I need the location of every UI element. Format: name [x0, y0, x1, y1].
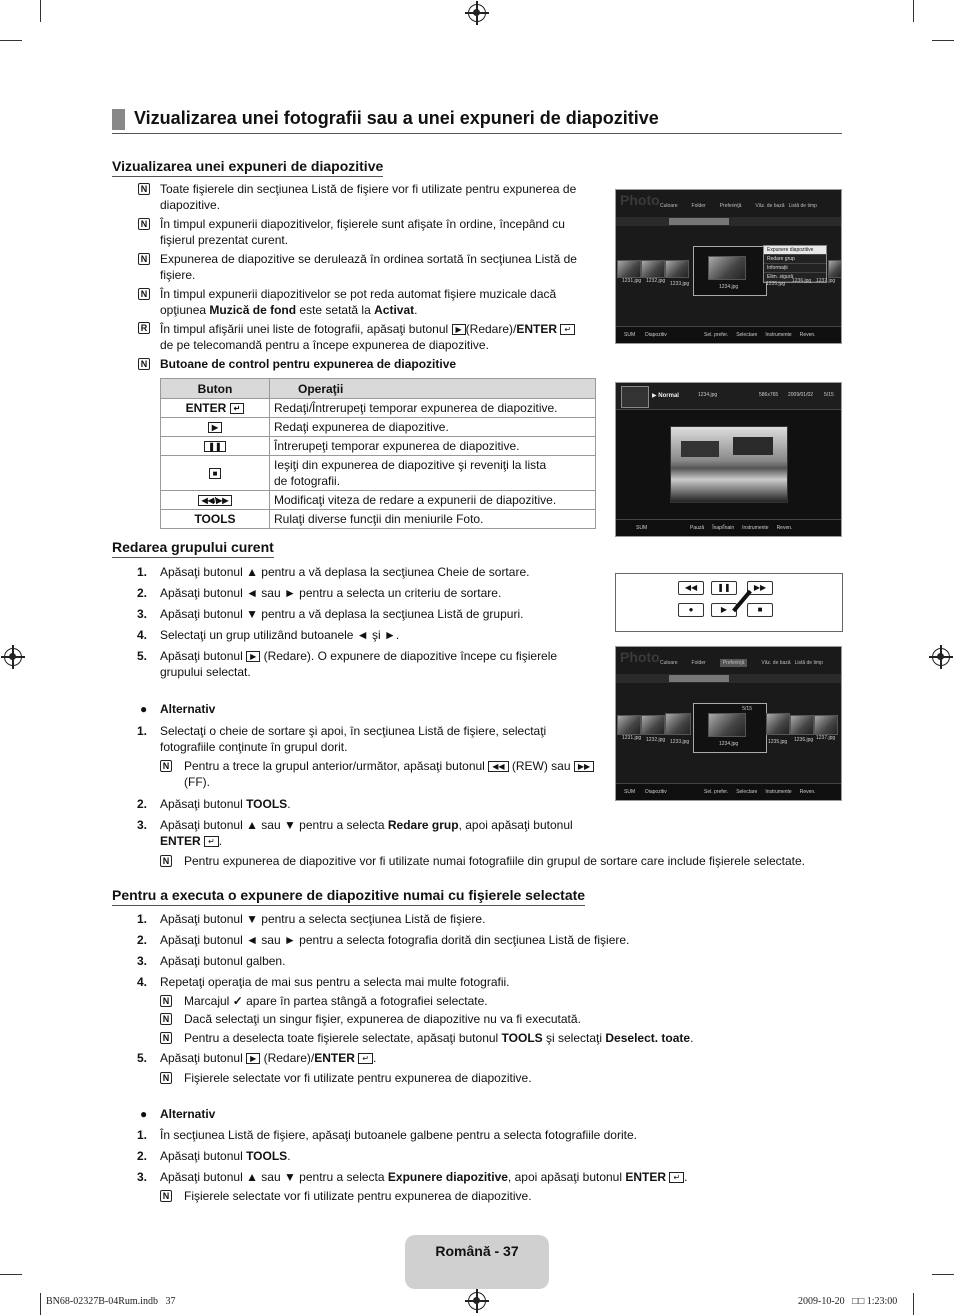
registration-mark-icon [468, 1292, 486, 1310]
note-text: Expunerea de diapozitive se derulează în ordinea sortată în secţiunea Listă de fişiere. [160, 252, 577, 282]
sort-tabs [660, 660, 840, 666]
note-icon: N [160, 1072, 172, 1084]
crop-mark [913, 0, 914, 22]
note-icon: N [160, 995, 172, 1007]
control-table [160, 378, 596, 529]
table-row [161, 491, 596, 510]
print-file-info: BN68-02327B-04Rum.indb 37 [46, 1296, 176, 1307]
selected-photo-frame [693, 703, 767, 753]
photo-thumbnail [814, 715, 838, 735]
rew-icon: ◀◀ [488, 761, 508, 772]
note-text: Fişierele selectate vor fi utilizate pentru expunerea de diapozitive. [184, 1071, 532, 1085]
step-number: 3. [137, 607, 148, 621]
step-number: 1. [137, 724, 148, 738]
photo-thumbnail [665, 713, 691, 735]
note-icon: N [138, 183, 150, 195]
note-text: În timpul expunerii diapozitivelor se pot reda automat fişiere muzicale dacă opţiunea Muzică de fond este setată la Activat. [160, 287, 557, 317]
registration-mark-icon [932, 648, 950, 666]
table-cell-button: TOOLS [161, 510, 270, 529]
play-icon: ▶ [246, 651, 260, 662]
file-label: 1231.jpg [622, 278, 642, 284]
table-row [161, 399, 596, 418]
ff-key-icon: ▶▶ [747, 581, 773, 595]
step-number: 4. [137, 975, 148, 989]
step-number: 2. [137, 933, 148, 947]
step-text: Apăsaţi butonul ◄ sau ► pentru a selecta un criteriu de sortare. [160, 586, 502, 600]
photo-thumbnail [617, 260, 641, 278]
note-icon: N [138, 218, 150, 230]
enter-icon: ↵ [204, 836, 219, 847]
table-cell-op: Redaţi/Întrerupeţi temporar expunerea de diapozitive. [270, 399, 596, 418]
photo-viewer-screenshot [615, 382, 842, 537]
table-cell-op: Ieşiţi din expunerea de diapozitive şi reveniţi la lista de fotografii. [270, 456, 596, 491]
note-text: Pentru a deselecta toate fişierele selectate, apăsaţi butonul TOOLS şi selectaţi Deselect. toate. [184, 1031, 694, 1045]
menu-item[interactable]: Expunere diapozitive [764, 246, 826, 255]
tab-color: Culoare [660, 660, 678, 666]
step-text: Apăsaţi butonul ▲ pentru a vă deplasa la secţiunea Cheie de sortare. [160, 565, 530, 579]
table-cell-button: ENTER ↵ [161, 399, 270, 418]
footer-left: SUM Diapozitiv [624, 332, 667, 338]
screen-footer [616, 326, 841, 343]
table-cell-button [161, 437, 270, 456]
tab-folder: Folder [691, 203, 706, 209]
viewer-header [616, 383, 841, 410]
note-text: În timpul expunerii diapozitivelor, fişierele sunt afişate în ordine, începând cu fişierul prezentat curent. [160, 217, 565, 247]
note-text: Butoane de control pentru expunerea de diapozitive [160, 357, 457, 371]
step-text: Apăsaţi butonul ◄ sau ► pentru a selecta fotografia dorită din secţiunea Listă de fişiere. [160, 933, 630, 947]
step-text: Repetaţi operaţia de mai sus pentru a selecta mai multe fotografii. [160, 975, 510, 989]
remote-note-icon: R [138, 322, 150, 334]
play-icon: ▶ [246, 1053, 260, 1064]
note-icon: N [160, 855, 172, 867]
view-date: 2009/01/02 [788, 392, 814, 398]
pause-key-icon: ❚❚ [711, 581, 737, 595]
note-icon: N [160, 1013, 172, 1025]
photo-list-screenshot [615, 646, 842, 801]
section-heading: Pentru a executa o expunere de diapozitive numai cu fişierele selectate [112, 887, 585, 906]
note-text: Fişierele selectate vor fi utilizate pentru expunerea de diapozitive. [184, 1189, 532, 1203]
pause-icon: ❚❚ [204, 441, 225, 452]
bullet-dot: ● [140, 1107, 148, 1121]
tab-basic: Văz. de bază [761, 660, 791, 666]
footer-left: SUM Diapozitiv [624, 789, 667, 795]
note-text: Pentru a trece la grupul anterior/următor, apăsaţi butonul ◀◀ (REW) sau ▶▶ (FF). [184, 758, 604, 790]
registration-mark-icon [4, 648, 22, 666]
step-number: 3. [137, 954, 148, 968]
tab-preference: Preferinţă [719, 203, 742, 209]
tab-timeline: Listă de timp [794, 660, 823, 666]
table-row [161, 456, 596, 491]
step-text: Apăsaţi butonul ▲ sau ▼ pentru a selecta Expunere diapozitive, apoi apăsaţi butonul ENTER ↵ . [160, 1170, 688, 1184]
note-icon: N [138, 358, 150, 370]
footer-right: Sel. prefer. Selectare Instrumente Reven. [704, 789, 816, 795]
enter-icon: ↵ [230, 403, 245, 414]
table-cell-button [161, 456, 270, 491]
table-row [161, 418, 596, 437]
step-text: În secţiunea Listă de fişiere, apăsaţi butoanele galbene pentru a selecta fotografiile dorite. [160, 1128, 637, 1142]
note-text: Pentru expunerea de diapozitive vor fi utilizate numai fotografiile din grupul de sortare care include fişierele selectate. [184, 854, 806, 868]
page-number: Română - 37 [435, 1243, 519, 1259]
file-label: 1234.jpg [719, 284, 739, 290]
screen-footer [616, 519, 841, 536]
counter: 5/15 [742, 706, 752, 712]
step-text: Selectaţi un grup utilizând butoanele ◄ şi ►. [160, 628, 400, 642]
photo-thumbnail [708, 256, 746, 280]
print-date-info: 2009-10-20 □□ 1:23:00 [798, 1296, 898, 1307]
stop-key-icon: ■ [747, 603, 773, 617]
table-header: Operaţii [270, 379, 596, 399]
file-label: 1236.jpg [792, 278, 812, 284]
section-heading: Redarea grupului curent [112, 539, 274, 558]
step-number: 4. [137, 628, 148, 642]
file-label: 1232.jpg [646, 278, 666, 284]
stop-icon: ■ [209, 468, 222, 479]
screen-footer [616, 783, 841, 800]
step-number: 1. [137, 565, 148, 579]
note-text: Toate fişierele din secţiunea Listă de fişiere vor fi utilizate pentru expunerea de diapozitive. [160, 182, 577, 212]
step-text: Apăsaţi butonul ▲ sau ▼ pentru a selecta Redare grup, apoi apăsaţi butonul ENTER ↵ . [160, 818, 573, 848]
note-icon: N [138, 253, 150, 265]
note-text: Dacă selectaţi un singur fişier, expunerea de diapozitive nu va fi executată. [184, 1012, 581, 1026]
view-count: 5/15 [824, 392, 834, 398]
step-text: Apăsaţi butonul ▼ pentru a selecta secţiunea Listă de fişiere. [160, 912, 486, 926]
footer-right: Sel. prefer. Selectare Instrumente Reven. [704, 332, 816, 338]
footer-right: Pauză Înap/Înain Instrumente Reven. [690, 525, 793, 531]
step-number: 2. [137, 797, 148, 811]
viewer-photo [670, 426, 788, 503]
crop-mark [932, 1274, 954, 1275]
group-strip [616, 674, 841, 683]
view-mode: ▶ Normal [652, 393, 679, 399]
photo-thumbnail [617, 715, 641, 735]
step-text: Apăsaţi butonul ▼ pentru a vă deplasa la secţiunea Listă de grupuri. [160, 607, 524, 621]
tab-preference: Preferinţă [720, 659, 748, 667]
step-number: 1. [137, 912, 148, 926]
photo-title: Photo [620, 649, 660, 665]
tab-basic: Văz. de bază [755, 203, 785, 209]
note-icon: N [160, 760, 172, 772]
step-text: Apăsaţi butonul ▶ (Redare)/ENTER ↵ . [160, 1051, 377, 1065]
note-text: În timpul afişării unei liste de fotografii, apăsaţi butonul ▶ (Redare)/ENTER ↵ de pe telecomandă pentru a începe expunerea de diapozitive. [160, 321, 600, 353]
footer-left: SUM [636, 525, 648, 531]
crop-mark [40, 1293, 41, 1315]
ff-icon: ▶▶ [574, 761, 594, 772]
file-label: 1235.jpg [768, 739, 788, 745]
step-text: Apăsaţi butonul TOOLS. [160, 1149, 291, 1163]
photo-thumbnail [708, 713, 746, 737]
registration-mark-icon [468, 4, 486, 22]
page-title-text: Vizualizarea unei fotografii sau a unei expuneri de diapozitive [134, 108, 659, 128]
sort-tabs [660, 203, 840, 209]
note-icon: N [160, 1032, 172, 1044]
note-icon: N [138, 288, 150, 300]
table-cell-op: Rulaţi diverse funcţii din meniurile Foto. [270, 510, 596, 529]
file-label: 1235.jpg [766, 281, 786, 287]
rew-ff-icon: ◀◀/▶▶ [198, 495, 233, 506]
table-cell-button [161, 491, 270, 510]
section-heading: Vizualizarea unei expuneri de diapozitive [112, 158, 383, 177]
photo-thumbnail [641, 715, 665, 735]
menu-item[interactable]: Elim. sigură [764, 273, 826, 282]
step-number: 5. [137, 1051, 148, 1065]
step-number: 3. [137, 818, 148, 832]
rew-key-icon: ◀◀ [678, 581, 704, 595]
file-label: 1232.jpg [646, 737, 666, 743]
alt-label: Alternativ [160, 702, 216, 716]
title-bar [112, 109, 125, 130]
step-text: Apăsaţi butonul ▶ (Redare). O expunere de diapozitive începe cu fişierele grupului selectat. [160, 649, 558, 679]
enter-icon: ↵ [560, 324, 575, 335]
page-number-tab [405, 1235, 549, 1289]
enter-icon: ↵ [669, 1172, 684, 1183]
play-key-icon: ▶ [711, 603, 737, 617]
step-number: 2. [137, 1149, 148, 1163]
tab-folder: Folder [691, 660, 706, 666]
checkmark-icon: ✓ [232, 994, 243, 1008]
step-text: Apăsaţi butonul galben. [160, 954, 286, 968]
selected-photo-frame [693, 246, 767, 296]
file-label: 1236.jpg [794, 737, 814, 743]
crop-mark [913, 1293, 914, 1315]
table-cell-op: Modificaţi viteza de redare a expunerii de diapozitive. [270, 491, 596, 510]
step-number: 2. [137, 586, 148, 600]
photo-thumbnail [665, 260, 689, 278]
table-cell-button [161, 418, 270, 437]
photo-app-icon [621, 386, 649, 408]
step-number: 1. [137, 1128, 148, 1142]
menu-item[interactable]: Informaţii [764, 264, 826, 273]
record-key-icon: ● [678, 603, 704, 617]
table-row [161, 437, 596, 456]
file-label: 1231.jpg [622, 735, 642, 741]
step-number: 5. [137, 649, 148, 663]
table-cell-op: Întrerupeţi temporar expunerea de diapozitive. [270, 437, 596, 456]
photo-thumbnail [766, 713, 790, 735]
tab-color: Culoare [660, 203, 678, 209]
note-text: Marcajul ✓ apare în partea stângă a fotografiei selectate. [184, 994, 488, 1008]
file-label: 1234.jpg [719, 741, 739, 747]
photo-title: Photo [620, 192, 660, 208]
table-header: Buton [161, 379, 270, 399]
photo-list-screenshot [615, 189, 842, 344]
step-number: 3. [137, 1170, 148, 1184]
play-icon: ▶ [452, 324, 466, 335]
alt-label: Alternativ [160, 1107, 216, 1121]
photo-thumbnail [641, 260, 665, 278]
file-label: 1233.jpg [670, 739, 690, 745]
file-label: 1237.jpg [816, 735, 836, 741]
enter-icon: ↵ [358, 1053, 373, 1064]
crop-mark [0, 1274, 22, 1275]
step-text: Apăsaţi butonul TOOLS. [160, 797, 291, 811]
file-label: 1237.jpg [816, 278, 836, 284]
step-text: Selectaţi o cheie de sortare şi apoi, în secţiunea Listă de fişiere, selectaţi fotografiile conţinute în grupul dorit. [160, 724, 547, 754]
table-row [161, 510, 596, 529]
crop-mark [40, 0, 41, 22]
bullet-dot: ● [140, 702, 148, 716]
group-strip [616, 217, 841, 226]
table-cell-op: Redaţi expunerea de diapozitive. [270, 418, 596, 437]
file-label: 1233.jpg [670, 281, 690, 287]
page-title [112, 107, 842, 134]
table-header-row [161, 379, 596, 399]
view-file: 1234.jpg [698, 392, 718, 398]
remote-control-image [615, 573, 843, 632]
crop-mark [0, 40, 22, 41]
photo-thumbnail [790, 715, 814, 735]
play-icon: ▶ [208, 422, 222, 433]
photo-thumbnail [828, 260, 842, 278]
tab-timeline: Listă de timp [788, 203, 817, 209]
note-icon: N [160, 1190, 172, 1202]
view-resolution: 586x765 [759, 392, 779, 398]
crop-mark [932, 40, 954, 41]
menu-item[interactable]: Redare grup [764, 255, 826, 264]
